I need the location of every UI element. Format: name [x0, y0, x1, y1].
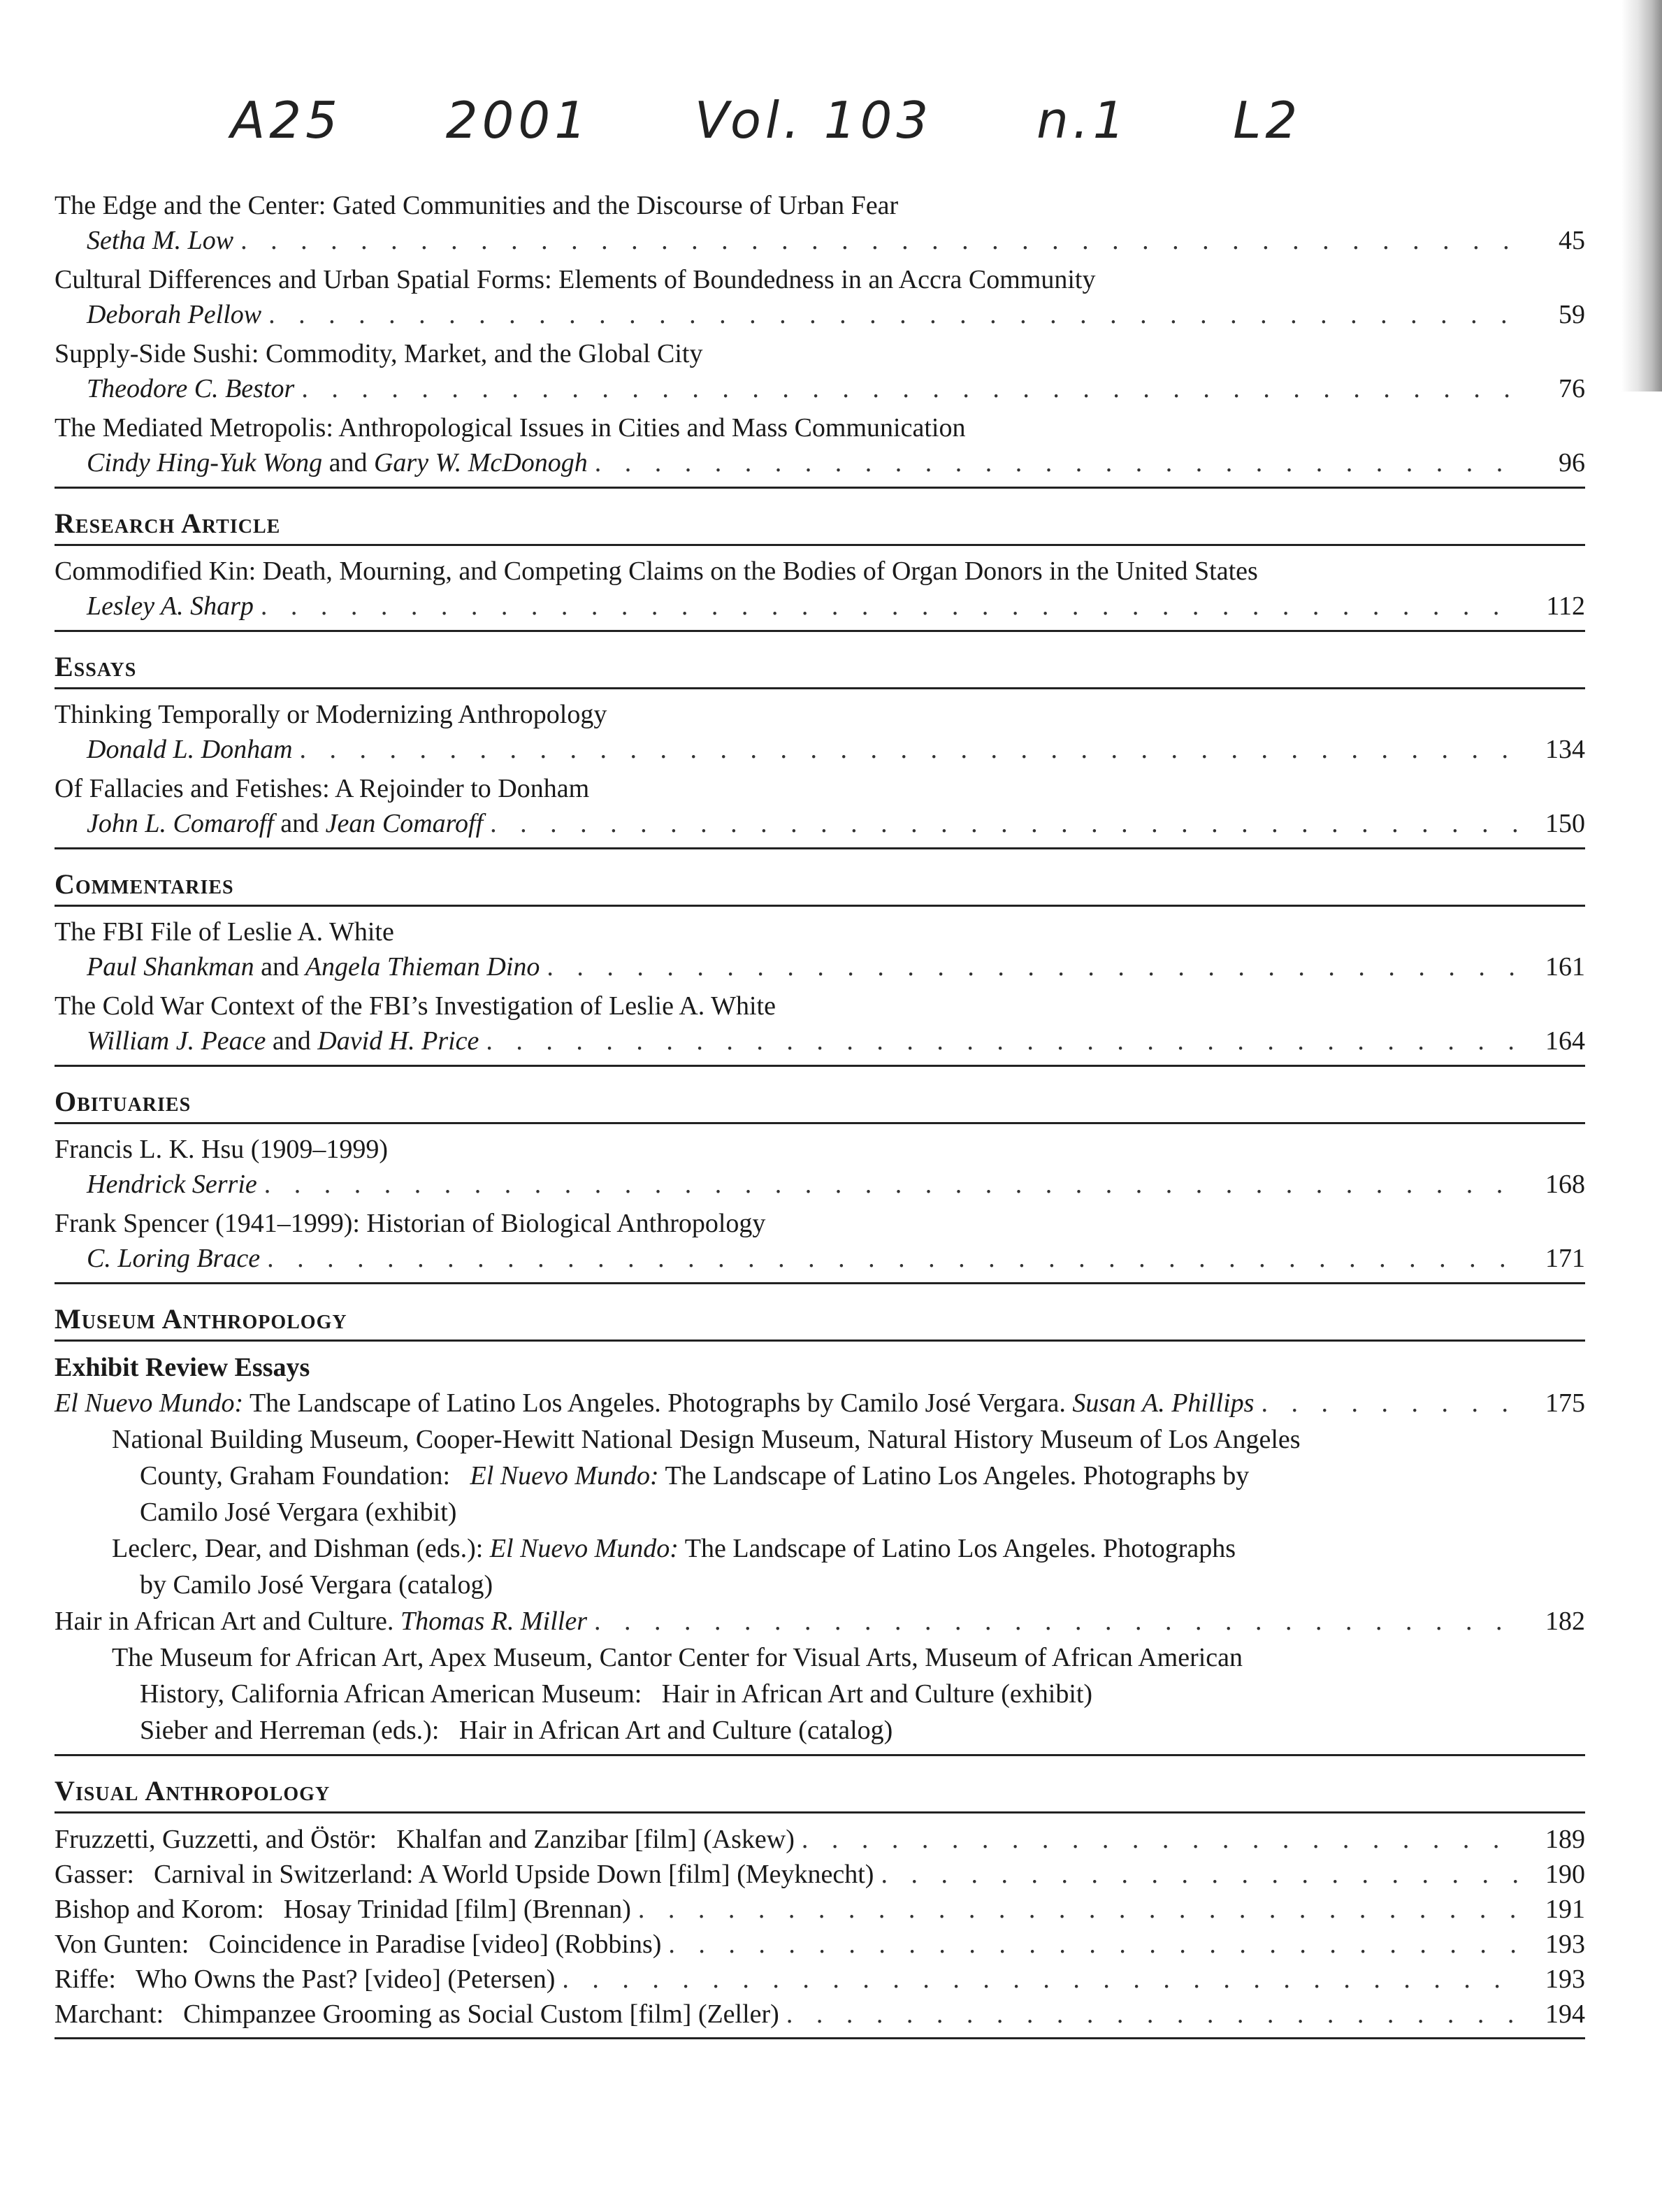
divider: [55, 630, 1585, 632]
entry-author: [87, 1023, 479, 1059]
author-1: Cindy Hing-Yuk Wong: [87, 448, 323, 477]
visual-entry: [55, 1927, 1585, 1962]
note-part: n.1: [1036, 91, 1129, 150]
entry-page: 96: [1559, 448, 1585, 477]
divider: [55, 1754, 1585, 1756]
review-author: Thomas R. Miller: [400, 1607, 587, 1636]
section-heading: Obituaries: [55, 1085, 1585, 1124]
entry-page: 164: [1545, 1026, 1585, 1056]
handwritten-note: [231, 91, 1385, 150]
entry-author-line: [55, 1240, 1585, 1277]
leader-dots: [786, 1997, 1522, 2032]
toc-entry: [55, 189, 1585, 259]
review-reference: Camilo José Vergara (exhibit): [140, 1498, 457, 1527]
visual-entry: [55, 1997, 1585, 2032]
section-obituaries: [55, 1085, 1585, 1284]
entry-page: 193: [1545, 1965, 1585, 1994]
entry-author: C. Loring Brace: [87, 1244, 261, 1273]
visual-work: Hosay Trinidad [film] (Brennan): [283, 1895, 631, 1924]
review-title: [55, 1385, 1254, 1421]
toc-entry: [55, 1133, 1585, 1202]
leader-dots: [547, 949, 1522, 985]
visual-entry: [55, 1892, 1585, 1927]
author-and: and: [328, 448, 368, 477]
entry-author: Lesley A. Sharp: [87, 591, 254, 621]
leader-dots: [562, 1962, 1522, 1997]
section-commentaries: [55, 868, 1585, 1067]
leader-dots: [594, 1603, 1522, 1639]
entry-author-line: [55, 222, 1585, 259]
entry-author: [87, 805, 483, 842]
author-and: and: [261, 952, 299, 982]
author-2: David H. Price: [317, 1026, 479, 1056]
visual-author: Marchant:: [55, 1999, 164, 2029]
ref-text-italic: El Nuevo Mundo:: [489, 1534, 679, 1563]
toc-entry: [55, 337, 1585, 407]
entry-author-line: [55, 371, 1585, 407]
entry-page: 150: [1545, 809, 1585, 838]
leader-dots: [668, 1927, 1522, 1962]
leader-dots: [301, 371, 1522, 407]
leader-dots: [300, 731, 1522, 768]
ref-text-italic: El Nuevo Mundo:: [470, 1461, 659, 1491]
leader-dots: [264, 1166, 1522, 1202]
divider: [55, 487, 1585, 489]
visual-entry-label: [55, 1962, 555, 1997]
visual-work: Coincidence in Paradise [video] (Robbins): [208, 1930, 662, 1959]
toc-entry: [55, 915, 1585, 985]
entry-author-line: [55, 1166, 1585, 1202]
entry-page: 194: [1545, 1999, 1585, 2029]
entry-author-line: [55, 731, 1585, 768]
toc-top-entries: [55, 189, 1585, 489]
leader-dots: [1261, 1385, 1522, 1421]
visual-entry-label: [55, 1927, 661, 1962]
section-heading: Visual Anthropology: [55, 1774, 1585, 1814]
toc-entry: [55, 263, 1585, 333]
entry-author: [87, 445, 588, 481]
review-reference: by Camilo José Vergara (catalog): [140, 1570, 493, 1600]
leader-dots: [267, 1240, 1522, 1277]
entry-page: 191: [1545, 1895, 1585, 1924]
divider: [55, 1065, 1585, 1067]
entry-page: 161: [1545, 952, 1585, 982]
section-heading: Research Article: [55, 507, 1585, 546]
visual-entry: [55, 1822, 1585, 1857]
section-heading: Commentaries: [55, 868, 1585, 907]
review-title-rest: The Landscape of Latino Los Angeles. Photographs by Camilo José Vergara.: [243, 1388, 1073, 1418]
leader-dots: [595, 445, 1522, 481]
visual-entry-label: [55, 1857, 874, 1892]
visual-entry: [55, 1962, 1585, 1997]
visual-author: Fruzzetti, Guzzetti, and Östör:: [55, 1825, 377, 1854]
entry-page: 171: [1545, 1244, 1585, 1273]
entry-page: 189: [1545, 1825, 1585, 1854]
subsection-heading: Exhibit Review Essays: [55, 1353, 310, 1382]
review-reference: National Building Museum, Cooper-Hewitt National Design Museum, Natural History Museum of Los Angeles: [112, 1425, 1301, 1454]
leader-dots: [268, 296, 1522, 333]
toc-entry: [55, 698, 1585, 768]
leader-dots: [802, 1822, 1522, 1857]
note-part: A25: [231, 91, 342, 150]
entry-title: The Mediated Metropolis: Anthropological Issues in Cities and Mass Communication: [55, 413, 966, 443]
visual-author: Bishop and Korom:: [55, 1895, 264, 1924]
entry-page: 168: [1545, 1170, 1585, 1199]
visual-work: Carnival in Switzerland: A World Upside Down [film] (Meyknecht): [153, 1860, 874, 1889]
entry-title: Supply-Side Sushi: Commodity, Market, and the Global City: [55, 339, 703, 368]
visual-work: Who Owns the Past? [video] (Petersen): [135, 1965, 556, 1994]
ref-text: The Landscape of Latino Los Angeles. Photographs: [678, 1534, 1236, 1563]
divider: [55, 1282, 1585, 1284]
section-heading: Essays: [55, 650, 1585, 689]
review-reference: History, California African American Museum: Hair in African Art and Culture (exhibit): [140, 1679, 1093, 1709]
entry-title: The FBI File of Leslie A. White: [55, 917, 394, 947]
author-and: and: [280, 809, 319, 838]
section-essays: [55, 650, 1585, 849]
review-reference: The Museum for African Art, Apex Museum, Cantor Center for Visual Arts, Museum of African American: [112, 1643, 1243, 1672]
divider: [55, 2037, 1585, 2039]
leader-dots: [638, 1892, 1522, 1927]
toc-entry: [55, 554, 1585, 624]
ref-text: County, Graham Foundation:: [140, 1461, 470, 1491]
visual-work: Chimpanzee Grooming as Social Custom [film] (Zeller): [183, 1999, 779, 2029]
review-author: Susan A. Phillips: [1072, 1388, 1255, 1418]
section-heading: Museum Anthropology: [55, 1302, 1585, 1342]
entry-author-line: [55, 296, 1585, 333]
divider: [55, 847, 1585, 849]
toc-entry: [55, 989, 1585, 1059]
scanner-edge-shadow: [1621, 0, 1662, 392]
visual-entry: [55, 1857, 1585, 1892]
entry-title: Of Fallacies and Fetishes: A Rejoinder to Donham: [55, 774, 590, 803]
toc-entry: [55, 1207, 1585, 1277]
note-part: L2: [1233, 91, 1302, 150]
section-visual-anthropology: [55, 1774, 1585, 2039]
review-reference: [55, 1458, 1585, 1494]
author-2: Jean Comaroff: [325, 809, 484, 838]
author-2: Gary W. McDonogh: [373, 448, 588, 477]
entry-page: 112: [1546, 591, 1585, 621]
review-reference: Sieber and Herreman (eds.): Hair in African Art and Culture (catalog): [140, 1716, 893, 1745]
entry-author: Setha M. Low: [87, 226, 234, 255]
entry-author: [87, 949, 540, 985]
toc-entry: [55, 772, 1585, 842]
visual-author: Von Gunten:: [55, 1930, 189, 1959]
entry-author-line: [55, 445, 1585, 481]
entry-page: 182: [1545, 1607, 1585, 1636]
note-part: 2001: [445, 91, 591, 150]
entry-title: Cultural Differences and Urban Spatial Forms: Elements of Boundedness in an Accra Community: [55, 265, 1096, 294]
review-reference: [55, 1530, 1585, 1567]
entry-page: 193: [1545, 1930, 1585, 1959]
visual-author: Riffe:: [55, 1965, 116, 1994]
entry-page: 134: [1545, 735, 1585, 764]
entry-page: 76: [1559, 374, 1585, 403]
entry-title: Francis L. K. Hsu (1909–1999): [55, 1135, 389, 1164]
entry-title: The Edge and the Center: Gated Communities and the Discourse of Urban Fear: [55, 191, 899, 220]
author-1: William J. Peace: [87, 1026, 266, 1056]
entry-author: Donald L. Donham: [87, 735, 293, 764]
review-entry: [55, 1385, 1585, 1421]
entry-title: The Cold War Context of the FBI’s Investigation of Leslie A. White: [55, 991, 776, 1021]
review-title-rest: Hair in African Art and Culture.: [55, 1607, 400, 1636]
ref-text: The Landscape of Latino Los Angeles. Photographs by: [658, 1461, 1250, 1491]
visual-work: Khalfan and Zanzibar [film] (Askew): [396, 1825, 795, 1854]
visual-entry-label: [55, 1997, 779, 2032]
entry-page: 45: [1559, 226, 1585, 255]
review-title-italic: El Nuevo Mundo:: [55, 1388, 244, 1418]
table-of-contents: [55, 189, 1585, 2051]
entry-title: Thinking Temporally or Modernizing Anthropology: [55, 700, 607, 729]
author-and: and: [272, 1026, 311, 1056]
entry-author-line: [55, 949, 1585, 985]
section-museum-anthropology: [55, 1302, 1585, 1756]
toc-entry: [55, 411, 1585, 481]
note-part: Vol. 103: [694, 91, 933, 150]
entry-author-line: [55, 805, 1585, 842]
entry-author: Deborah Pellow: [87, 300, 262, 329]
visual-author: Gasser:: [55, 1860, 134, 1889]
section-research-article: [55, 507, 1585, 632]
entry-title: Commodified Kin: Death, Mourning, and Competing Claims on the Bodies of Organ Donors in the United States: [55, 556, 1258, 586]
entry-page: 190: [1545, 1860, 1585, 1889]
author-1: Paul Shankman: [87, 952, 254, 982]
entry-author-line: [55, 588, 1585, 624]
entry-page: 175: [1545, 1388, 1585, 1418]
review-title: [55, 1603, 587, 1639]
author-2: Angela Thieman Dino: [305, 952, 540, 982]
visual-entry-label: [55, 1892, 631, 1927]
entry-author-line: [55, 1023, 1585, 1059]
leader-dots: [261, 588, 1522, 624]
entry-author: Hendrick Serrie: [87, 1170, 257, 1199]
leader-dots: [490, 805, 1522, 842]
author-1: John L. Comaroff: [87, 809, 274, 838]
leader-dots: [486, 1023, 1522, 1059]
entry-page: 59: [1559, 300, 1585, 329]
entry-author: Theodore C. Bestor: [87, 374, 295, 403]
visual-entry-label: [55, 1822, 795, 1857]
leader-dots: [240, 222, 1522, 259]
leader-dots: [881, 1857, 1522, 1892]
entry-title: Frank Spencer (1941–1999): Historian of Biological Anthropology: [55, 1209, 766, 1238]
ref-text: Leclerc, Dear, and Dishman (eds.):: [112, 1534, 490, 1563]
review-entry: [55, 1603, 1585, 1639]
